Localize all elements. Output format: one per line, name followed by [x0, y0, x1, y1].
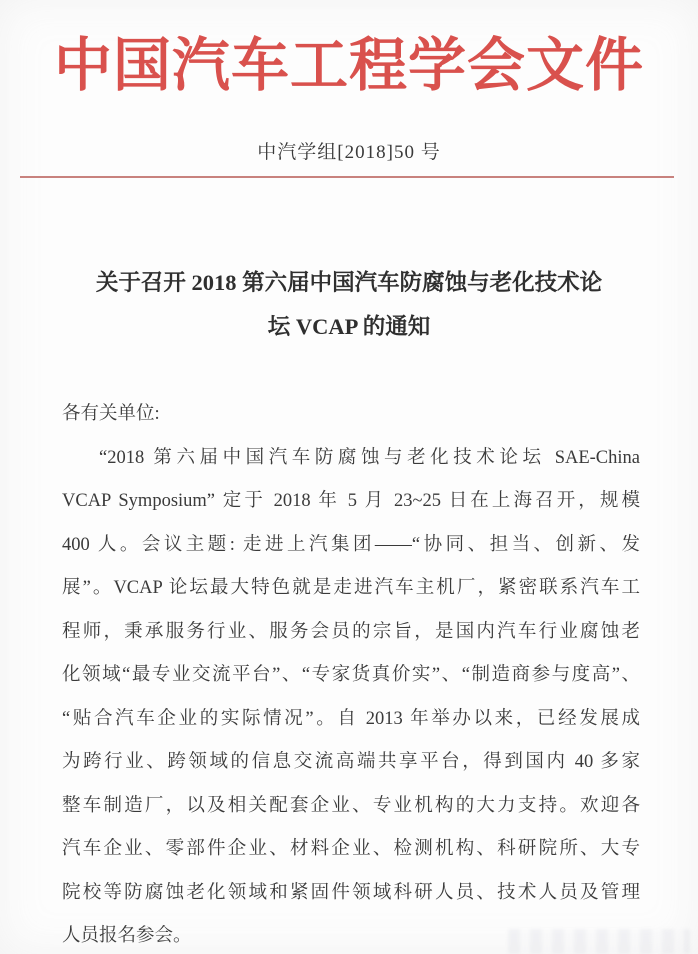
- letterhead-org-title: 中国汽车工程学会文件: [53, 33, 644, 98]
- body-line: “2018 第六届中国汽车防腐蚀与老化技术论坛 SAE-China: [99, 447, 640, 468]
- body-line: 汽车企业、零部件企业、材料企业、检测机构、科研院所、大专: [62, 839, 640, 859]
- salutation: 各有关单位:: [62, 404, 160, 424]
- body-line: 院校等防腐蚀老化领域和紧固件领域科研人员、技术人员及管理: [62, 882, 640, 903]
- notice-title-line2: 坛 VCAP 的通知: [267, 314, 431, 339]
- body-line: 整车制造厂，以及相关配套企业、专业机构的大力支持。欢迎各: [62, 795, 640, 816]
- red-divider-line: [20, 176, 674, 178]
- body-line: 人员报名参会。: [62, 926, 192, 946]
- body-line: VCAP Symposium” 定于 2018 年 5 月 23~25 日在上海召开，规模: [62, 491, 640, 511]
- document-number: 中汽学组[2018]50 号: [257, 142, 441, 163]
- body-line: 400 人。会议主题: 走进上汽集团——“协同、担当、创新、发: [62, 534, 640, 555]
- body-line: 化领域“最专业交流平台”、“专家货真价实”、“制造商参与度高”、: [62, 665, 640, 685]
- notice-title: [40, 261, 658, 349]
- body-line: “贴合汽车企业的实际情况”。自 2013 年举办以来，已经发展成: [62, 708, 640, 729]
- body-line: 展”。VCAP 论坛最大特色就是走进汽车主机厂，紧密联系汽车工: [62, 578, 640, 598]
- scan-artifact-smudge: [508, 929, 690, 954]
- body-line: 程师，秉承服务行业、服务会员的宗旨，是国内汽车行业腐蚀老: [62, 621, 640, 642]
- body-line: 为跨行业、跨领域的信息交流高端共享平台，得到国内 40 多家: [62, 752, 640, 772]
- body-text: [62, 393, 640, 954]
- notice-title-line1: 关于召开 2018 第六届中国汽车防腐蚀与老化技术论: [95, 270, 603, 295]
